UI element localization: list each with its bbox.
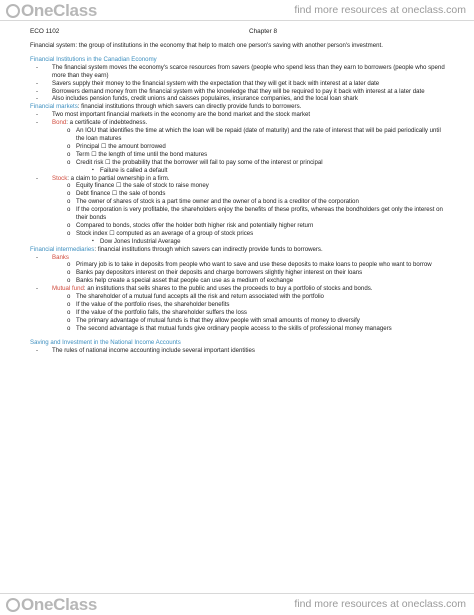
list-item-text: If the corporation is very profitable, the shareholders enjoy the benefits of these profits, whereas the bondholders get only the interest on their bonds <box>76 206 443 222</box>
term-label: Banks <box>52 253 69 261</box>
section-description: : financial institutions through which savers can indirectly provide funds to borrowers. <box>94 245 323 253</box>
list-item <box>30 230 450 238</box>
list-item-text: Borrowers demand money from the financial system with the knowledge that they will be required to pay it back with interest at a later date <box>52 87 425 95</box>
course-code: ECO 1102 <box>30 28 60 35</box>
list-item-text: Principal ☐ the amount borrowed <box>76 142 166 150</box>
section-heading <box>30 56 450 64</box>
section-description: : financial institutions through which savers can directly provide funds to borrowers. <box>77 103 302 111</box>
list-item <box>30 198 450 206</box>
list-item <box>30 80 450 88</box>
list-item-text: The primary advantage of mutual funds is that they allow people with small amounts of money to diversify <box>76 316 360 324</box>
list-item <box>30 88 450 96</box>
list-item-text: Banks pay depositors interest on their deposits and charge borrowers slightly higher interest on their loans <box>76 269 363 277</box>
notes-body <box>30 56 450 355</box>
list-item-text: Equity finance ☐ the sale of stock to raise money <box>76 182 209 190</box>
list-item-text: : a claim to partial ownership in a firm. <box>67 174 170 182</box>
list-item <box>30 309 450 317</box>
list-item-text: Debt finance ☐ the sale of bonds <box>76 190 166 198</box>
section-title: Saving and Investment in the National Income Accounts <box>30 338 181 346</box>
list-item-text: Dow Jones Industrial Average <box>100 237 181 245</box>
section-title: Financial Institutions in the Canadian Economy <box>30 55 157 63</box>
list-item <box>30 254 450 262</box>
list-item-text: Term ☐ the length of time until the bond matures <box>76 150 208 158</box>
banner-link-bottom[interactable]: find more resources at oneclass.com <box>294 598 466 610</box>
list-item <box>30 277 450 285</box>
list-item-text: Also includes pension funds, credit unions and caisses populaires, insurance companies, and the local loan shark <box>52 95 358 103</box>
banner-link[interactable]: find more resources at oneclass.com <box>294 4 466 16</box>
list-item <box>30 238 450 246</box>
list-item-text: The second advantage is that mutual funds give ordinary people access to the skills of professional money managers <box>76 324 392 332</box>
list-item <box>30 64 450 80</box>
list-item-text: Credit risk ☐ the probability that the borrower will fail to pay some of the interest or principal <box>76 158 323 166</box>
term-label: Stock <box>52 174 68 182</box>
list-item <box>30 151 450 159</box>
list-item <box>30 317 450 325</box>
list-item <box>30 111 450 119</box>
section-heading <box>30 339 450 347</box>
list-item-text: The owner of shares of stock is a part time owner and the owner of a bond is a creditor of the corporation <box>76 198 359 206</box>
list-item <box>30 325 450 333</box>
section-title: Financial intermediaries <box>30 245 95 253</box>
list-item-text: Two most important financial markets in the economy are the bond market and the stock market <box>52 111 311 119</box>
bottom-banner <box>0 593 474 614</box>
list-item-text: The rules of national income accounting include several important identities <box>52 346 255 354</box>
oneclass-logo-bottom[interactable] <box>6 595 97 615</box>
list-item-text: : a certificate of indebtedness. <box>66 119 148 127</box>
list-item <box>30 347 450 355</box>
list-item-text: Banks help create a special asset that people can use as a medium of exchange <box>76 277 294 285</box>
document-page <box>30 28 450 354</box>
intro-paragraph: Financial system: the group of institutions in the economy that help to match one person's saving with another person's investment. <box>30 42 383 49</box>
list-item <box>30 143 450 151</box>
section-title: Financial markets <box>30 103 78 111</box>
list-item-text: Stock index ☐ computed as an average of a group of stock prices <box>76 229 254 237</box>
list-item <box>30 159 450 167</box>
list-item-text: The financial system moves the economy's scarce resources from savers (people who spend less than they earn to borrowers (people who spend more than they earn) <box>52 63 445 79</box>
list-item <box>30 301 450 309</box>
list-item <box>30 293 450 301</box>
list-item <box>30 222 450 230</box>
oneclass-logo[interactable] <box>6 1 97 21</box>
list-item <box>30 127 450 143</box>
logo-text: OneClass <box>21 595 98 614</box>
list-item <box>30 175 450 183</box>
term-label: Mutual fund <box>52 285 84 293</box>
list-item <box>30 261 450 269</box>
list-item <box>30 95 450 103</box>
logo-ring-icon <box>6 598 20 612</box>
list-item-text: If the value of the portfolio falls, the shareholder suffers the loss <box>76 308 247 316</box>
chapter-title: Chapter 8 <box>249 28 278 35</box>
page-header <box>30 28 450 42</box>
list-item <box>30 167 450 175</box>
list-item <box>30 182 450 190</box>
logo-text: OneClass <box>21 1 98 20</box>
list-item-text: Savers supply their money to the financial system with the expectation that they will get it back with interest at a later date <box>52 79 380 87</box>
list-item-text: : an institutions that sells shares to the public and uses the proceeds to buy a portfolio of stocks and bonds. <box>83 285 373 293</box>
list-item <box>30 119 450 127</box>
list-item <box>30 206 450 222</box>
list-item <box>30 285 450 293</box>
list-item-text: Compared to bonds, stocks offer the holder both higher risk and potentially higher return <box>76 221 314 229</box>
logo-ring-icon <box>6 4 20 18</box>
list-item-text: The shareholder of a mutual fund accepts all the risk and return associated with the portfolio <box>76 293 324 301</box>
list-item-text: If the value of the portfolio rises, the shareholder benefits <box>76 301 230 308</box>
term-label: Bond <box>52 119 67 127</box>
top-banner <box>0 0 474 21</box>
section-heading <box>30 103 450 111</box>
list-item-text: Failure is called a default <box>100 166 168 174</box>
list-item-text: Primary job is to take in deposits from people who want to save and use these deposits to make loans to people who want to borrow <box>76 261 432 269</box>
section-heading <box>30 246 450 254</box>
list-item-text: An IOU that identifies the time at which the loan will be repaid (date of maturity) and the rate of interest that will be paid periodically until the loan matures <box>76 127 441 142</box>
list-item <box>30 190 450 198</box>
list-item <box>30 269 450 277</box>
